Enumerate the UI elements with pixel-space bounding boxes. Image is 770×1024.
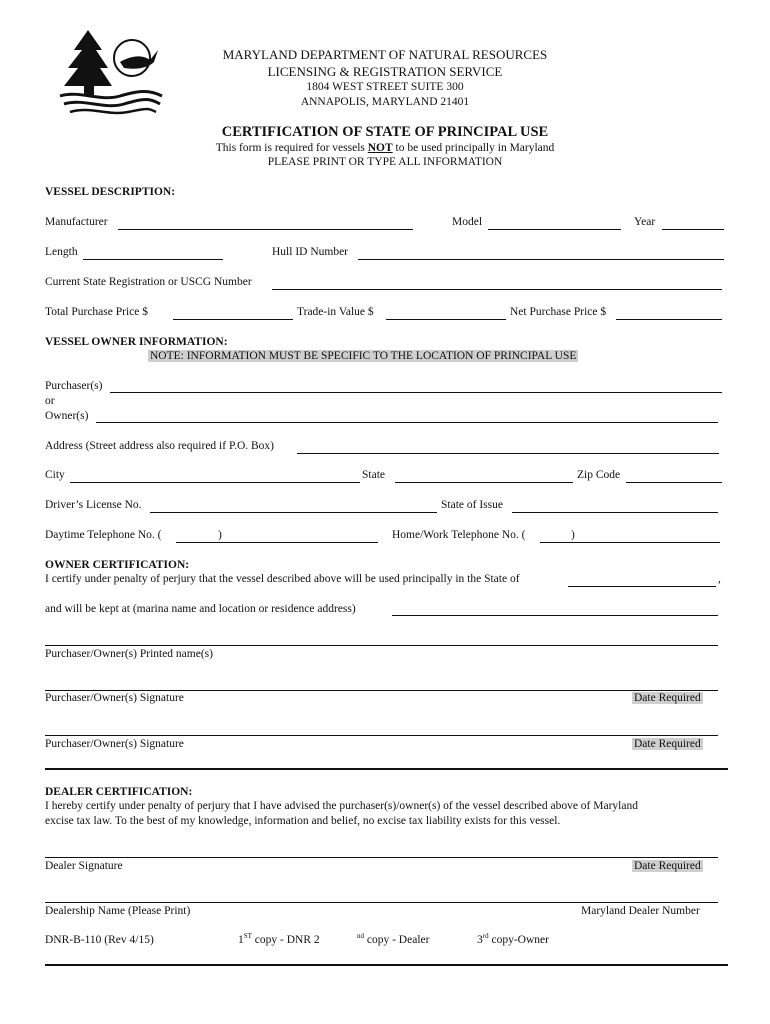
printed-name-field[interactable]	[45, 645, 718, 646]
agency-name: MARYLAND DEPARTMENT OF NATURAL RESOURCES	[222, 47, 548, 62]
logo-heron	[120, 50, 158, 69]
agency-header	[180, 46, 590, 110]
model-field[interactable]	[488, 229, 621, 230]
date-required-3	[632, 860, 703, 872]
logo-water-2	[64, 100, 160, 106]
dealer-signature-label: Dealer Signature	[45, 860, 123, 872]
copy-3-num: 3	[477, 934, 483, 946]
vessel-heading: VESSEL DESCRIPTION:	[45, 186, 176, 198]
purchaser-field[interactable]	[110, 392, 722, 393]
trade-in-field[interactable]	[386, 319, 506, 320]
dnr-logo	[50, 26, 170, 118]
or-label: or	[45, 395, 55, 407]
model-label: Model	[452, 216, 483, 228]
owner-heading: VESSEL OWNER INFORMATION:	[45, 336, 228, 348]
length-label: Length	[45, 246, 78, 258]
date-required-2	[632, 738, 703, 750]
owner-note	[148, 350, 578, 362]
city-label: City	[45, 469, 65, 481]
purchaser-label: Purchaser(s)	[45, 380, 103, 392]
dealership-name-field[interactable]	[45, 902, 718, 903]
zip-field[interactable]	[626, 482, 722, 483]
day-phone-paren: )	[218, 529, 222, 541]
copy-3-sup: rd	[482, 932, 489, 941]
footer-divider	[45, 964, 728, 966]
address-label: Address (Street address also required if P.O. Box)	[45, 440, 274, 452]
hull-field[interactable]	[358, 259, 724, 260]
date-required-2-text: Date Required	[634, 738, 701, 750]
manufacturer-label: Manufacturer	[45, 216, 108, 228]
day-phone-field[interactable]	[176, 542, 378, 543]
manufacturer-field[interactable]	[118, 229, 413, 230]
copy-1-text: copy - DNR 2	[251, 934, 320, 946]
license-label: Driver’s License No.	[45, 499, 142, 511]
city-field[interactable]	[70, 482, 360, 483]
signature-field-1[interactable]	[45, 690, 718, 691]
copy-2	[357, 934, 429, 946]
agency-city: ANNAPOLIS, MARYLAND 21401	[300, 96, 470, 108]
copy-1-num: 1	[238, 934, 244, 946]
issue-label: State of Issue	[441, 499, 503, 511]
copy-2-text: copy - Dealer	[364, 934, 430, 946]
year-label: Year	[634, 216, 656, 228]
net-price-label: Net Purchase Price $	[510, 306, 607, 318]
copy-1-sup: ST	[243, 932, 252, 941]
length-field[interactable]	[83, 259, 223, 260]
logo-water-1	[60, 92, 162, 98]
copy-2-sup: nd	[357, 932, 364, 941]
day-phone-label: Daytime Telephone No. (	[45, 529, 162, 541]
dealership-name-label: Dealership Name (Please Print)	[45, 905, 191, 917]
logo-tree	[64, 30, 112, 96]
license-field[interactable]	[150, 512, 437, 513]
home-phone-field[interactable]	[540, 542, 720, 543]
dealer-heading: DEALER CERTIFICATION:	[45, 786, 193, 798]
trade-in-label: Trade-in Value $	[297, 306, 374, 318]
subtitle-pre: This form is required for vessels	[215, 142, 368, 154]
state-label: State	[362, 469, 385, 481]
signature-field-2[interactable]	[45, 735, 718, 736]
owner-note-text: NOTE: INFORMATION MUST BE SPECIFIC TO THE LOCATION OF PRINCIPAL USE	[150, 350, 577, 362]
net-price-field[interactable]	[616, 319, 722, 320]
dealer-signature-field[interactable]	[45, 857, 718, 858]
home-phone-label: Home/Work Telephone No. (	[392, 529, 526, 541]
signature-label-1: Purchaser/Owner(s) Signature	[45, 692, 184, 704]
form-id: DNR-B-110 (Rev 4/15)	[45, 934, 154, 946]
service-name: LICENSING & REGISTRATION SERVICE	[267, 64, 503, 79]
form-title: CERTIFICATION OF STATE OF PRINCIPAL USE	[221, 124, 549, 140]
marina-field[interactable]	[392, 615, 718, 616]
cert-comma: ,	[718, 573, 721, 585]
dealer-text-2: excise tax law. To the best of my knowledge, information and belief, no excise tax liability exists for this vessel.	[45, 815, 561, 827]
date-required-1	[632, 692, 703, 704]
date-required-1-text: Date Required	[634, 692, 701, 704]
date-required-3-text: Date Required	[634, 860, 701, 872]
address-field[interactable]	[297, 453, 719, 454]
state-field[interactable]	[395, 482, 573, 483]
hull-label: Hull ID Number	[272, 246, 349, 258]
issue-field[interactable]	[512, 512, 718, 513]
registration-field[interactable]	[272, 289, 722, 290]
logo-water-3	[70, 109, 156, 113]
dealer-text-1: I hereby certify under penalty of perjury that I have advised the purchaser(s)/owner(s) of the vessel described above of Maryland	[45, 800, 638, 812]
copy-3-text: copy-Owner	[488, 934, 549, 946]
cert-text-2: and will be kept at (marina name and location or residence address)	[45, 603, 356, 615]
total-price-field[interactable]	[173, 319, 293, 320]
agency-street: 1804 WEST STREET SUITE 300	[306, 81, 464, 93]
dealer-number-label: Maryland Dealer Number	[581, 905, 700, 917]
home-phone-paren: )	[571, 529, 575, 541]
subtitle-post: to be used principally in Maryland	[392, 142, 555, 154]
cert-heading: OWNER CERTIFICATION:	[45, 559, 190, 571]
year-field[interactable]	[662, 229, 724, 230]
printed-name-label: Purchaser/Owner(s) Printed name(s)	[45, 648, 213, 660]
owner-field[interactable]	[96, 422, 718, 423]
zip-label: Zip Code	[577, 469, 621, 481]
registration-label: Current State Registration or USCG Number	[45, 276, 252, 288]
print-instruction: PLEASE PRINT OR TYPE ALL INFORMATION	[267, 156, 503, 168]
owner-label: Owner(s)	[45, 410, 89, 422]
section-divider	[45, 768, 728, 770]
total-price-label: Total Purchase Price $	[45, 306, 148, 318]
signature-label-2: Purchaser/Owner(s) Signature	[45, 738, 184, 750]
copy-1	[238, 934, 320, 946]
form-subtitle	[135, 142, 635, 154]
copy-3	[477, 934, 549, 946]
cert-text-1: I certify under penalty of perjury that the vessel described above will be used principally in the State of	[45, 573, 520, 585]
principal-state-field[interactable]	[568, 586, 716, 587]
subtitle-emph: NOT	[367, 142, 393, 154]
